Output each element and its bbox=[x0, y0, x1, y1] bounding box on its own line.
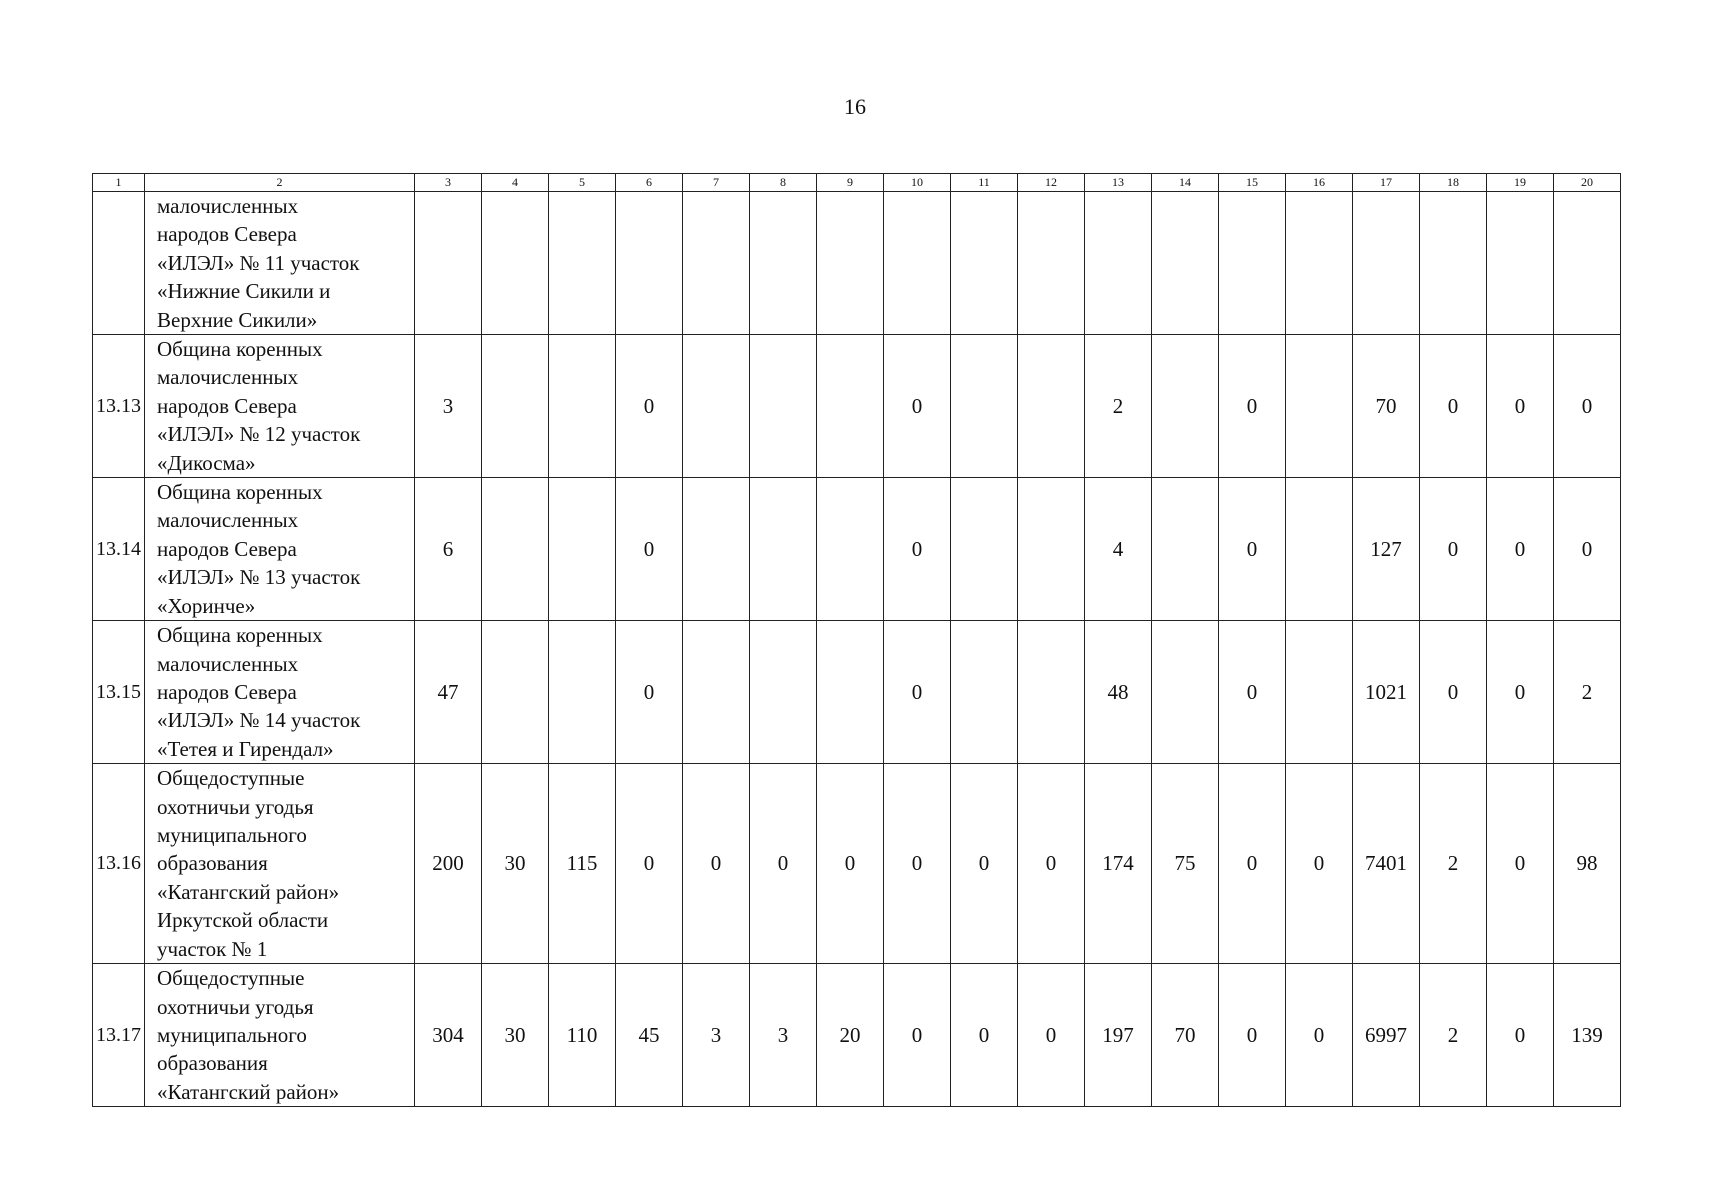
row-name-line: «Катангский район» bbox=[157, 879, 340, 904]
column-header-18: 18 bbox=[1420, 174, 1487, 192]
value-cell-col-12: 0 bbox=[1018, 964, 1085, 1107]
row-name-line: «ИЛЭЛ» № 13 участок bbox=[157, 565, 361, 590]
row-name-line: Верхние Сикили» bbox=[157, 307, 318, 332]
column-header-10: 10 bbox=[884, 174, 951, 192]
value-cell-col-10: 0 bbox=[884, 335, 951, 478]
value-cell-col-12 bbox=[1018, 478, 1085, 621]
value-cell-col-7 bbox=[683, 335, 750, 478]
column-header-15: 15 bbox=[1219, 174, 1286, 192]
row-name bbox=[145, 764, 415, 964]
value-cell-col-12: 0 bbox=[1018, 764, 1085, 964]
column-header-4: 4 bbox=[482, 174, 549, 192]
value-cell-col-16 bbox=[1286, 192, 1353, 335]
value-cell-col-11 bbox=[951, 192, 1018, 335]
table-row bbox=[93, 335, 1621, 478]
value-cell-col-12 bbox=[1018, 192, 1085, 335]
table-row bbox=[93, 621, 1621, 764]
value-cell-col-14 bbox=[1152, 621, 1219, 764]
value-cell-col-14 bbox=[1152, 335, 1219, 478]
value-cell-col-6: 0 bbox=[616, 764, 683, 964]
column-header-20: 20 bbox=[1554, 174, 1621, 192]
value-cell-col-20 bbox=[1554, 192, 1621, 335]
value-cell-col-8 bbox=[750, 192, 817, 335]
value-cell-col-12 bbox=[1018, 335, 1085, 478]
row-name-line: охотничьи угодья bbox=[157, 794, 314, 819]
row-name-line: «Дикосма» bbox=[157, 450, 256, 475]
column-header-6: 6 bbox=[616, 174, 683, 192]
row-number: 13.17 bbox=[93, 964, 145, 1107]
row-name-line: малочисленных bbox=[157, 651, 299, 676]
value-cell-col-17: 7401 bbox=[1353, 764, 1420, 964]
row-number: 13.16 bbox=[93, 764, 145, 964]
row-name-line: народов Севера bbox=[157, 222, 297, 247]
row-name-line: охотничьи угодья bbox=[157, 994, 314, 1019]
value-cell-col-7: 3 bbox=[683, 964, 750, 1107]
value-cell-col-10: 0 bbox=[884, 478, 951, 621]
value-cell-col-19: 0 bbox=[1487, 621, 1554, 764]
value-cell-col-18: 2 bbox=[1420, 964, 1487, 1107]
value-cell-col-12 bbox=[1018, 621, 1085, 764]
value-cell-col-4 bbox=[482, 478, 549, 621]
column-header-7: 7 bbox=[683, 174, 750, 192]
value-cell-col-7 bbox=[683, 478, 750, 621]
row-name-line: народов Севера bbox=[157, 679, 297, 704]
value-cell-col-9: 0 bbox=[817, 764, 884, 964]
value-cell-col-17: 6997 bbox=[1353, 964, 1420, 1107]
value-cell-col-9 bbox=[817, 621, 884, 764]
row-name-line: «ИЛЭЛ» № 12 участок bbox=[157, 422, 361, 447]
value-cell-col-15 bbox=[1219, 192, 1286, 335]
value-cell-col-9 bbox=[817, 478, 884, 621]
row-name bbox=[145, 335, 415, 478]
value-cell-col-3: 47 bbox=[415, 621, 482, 764]
value-cell-col-4 bbox=[482, 192, 549, 335]
value-cell-col-6: 0 bbox=[616, 335, 683, 478]
row-name-line: «ИЛЭЛ» № 11 участок bbox=[157, 250, 360, 275]
row-name-line: народов Севера bbox=[157, 393, 297, 418]
column-header-19: 19 bbox=[1487, 174, 1554, 192]
value-cell-col-8 bbox=[750, 335, 817, 478]
column-header-8: 8 bbox=[750, 174, 817, 192]
value-cell-col-8 bbox=[750, 478, 817, 621]
row-name-line: муниципального bbox=[157, 1022, 307, 1047]
row-name-line: Общедоступные bbox=[157, 966, 305, 991]
row-name-line: «ИЛЭЛ» № 14 участок bbox=[157, 708, 361, 733]
column-header-12: 12 bbox=[1018, 174, 1085, 192]
value-cell-col-17 bbox=[1353, 192, 1420, 335]
value-cell-col-14: 75 bbox=[1152, 764, 1219, 964]
value-cell-col-20: 0 bbox=[1554, 478, 1621, 621]
value-cell-col-13 bbox=[1085, 192, 1152, 335]
row-name-line: «Катангский район» bbox=[157, 1079, 340, 1104]
value-cell-col-11: 0 bbox=[951, 764, 1018, 964]
column-header-14: 14 bbox=[1152, 174, 1219, 192]
value-cell-col-6: 0 bbox=[616, 621, 683, 764]
value-cell-col-19: 0 bbox=[1487, 335, 1554, 478]
row-number: 13.15 bbox=[93, 621, 145, 764]
value-cell-col-17: 1021 bbox=[1353, 621, 1420, 764]
page-number: 16 bbox=[844, 94, 866, 119]
row-name bbox=[145, 192, 415, 335]
row-name-line: участок № 1 bbox=[157, 936, 268, 961]
value-cell-col-10: 0 bbox=[884, 621, 951, 764]
value-cell-col-18: 0 bbox=[1420, 621, 1487, 764]
value-cell-col-4 bbox=[482, 621, 549, 764]
value-cell-col-5 bbox=[549, 621, 616, 764]
value-cell-col-13: 2 bbox=[1085, 335, 1152, 478]
value-cell-col-20: 2 bbox=[1554, 621, 1621, 764]
table-row bbox=[93, 964, 1621, 1107]
row-name-line: Иркутской области bbox=[157, 908, 329, 933]
value-cell-col-18: 0 bbox=[1420, 478, 1487, 621]
value-cell-col-20: 98 bbox=[1554, 764, 1621, 964]
value-cell-col-14 bbox=[1152, 478, 1219, 621]
value-cell-col-14: 70 bbox=[1152, 964, 1219, 1107]
value-cell-col-16 bbox=[1286, 621, 1353, 764]
value-cell-col-13: 174 bbox=[1085, 764, 1152, 964]
value-cell-col-9: 20 bbox=[817, 964, 884, 1107]
value-cell-col-11 bbox=[951, 478, 1018, 621]
column-header-5: 5 bbox=[549, 174, 616, 192]
value-cell-col-19: 0 bbox=[1487, 764, 1554, 964]
value-cell-col-19: 0 bbox=[1487, 478, 1554, 621]
column-header-17: 17 bbox=[1353, 174, 1420, 192]
value-cell-col-3: 304 bbox=[415, 964, 482, 1107]
row-name bbox=[145, 621, 415, 764]
value-cell-col-6: 0 bbox=[616, 478, 683, 621]
value-cell-col-16 bbox=[1286, 478, 1353, 621]
value-cell-col-11 bbox=[951, 621, 1018, 764]
value-cell-col-17: 70 bbox=[1353, 335, 1420, 478]
table-row bbox=[93, 478, 1621, 621]
row-number: 13.13 bbox=[93, 335, 145, 478]
value-cell-col-17: 127 bbox=[1353, 478, 1420, 621]
value-cell-col-10: 0 bbox=[884, 764, 951, 964]
value-cell-col-15: 0 bbox=[1219, 621, 1286, 764]
value-cell-col-15: 0 bbox=[1219, 478, 1286, 621]
row-name-line: Община коренных bbox=[157, 337, 323, 362]
row-name-line: «Хоринче» bbox=[157, 593, 256, 618]
value-cell-col-9 bbox=[817, 335, 884, 478]
value-cell-col-3 bbox=[415, 192, 482, 335]
row-name-line: Община коренных bbox=[157, 623, 323, 648]
value-cell-col-19 bbox=[1487, 192, 1554, 335]
row-name-line: народов Севера bbox=[157, 536, 297, 561]
value-cell-col-6: 45 bbox=[616, 964, 683, 1107]
value-cell-col-11 bbox=[951, 335, 1018, 478]
value-cell-col-8: 3 bbox=[750, 964, 817, 1107]
column-header-9: 9 bbox=[817, 174, 884, 192]
value-cell-col-4 bbox=[482, 335, 549, 478]
value-cell-col-15: 0 bbox=[1219, 335, 1286, 478]
value-cell-col-20: 0 bbox=[1554, 335, 1621, 478]
value-cell-col-18: 0 bbox=[1420, 335, 1487, 478]
value-cell-col-7 bbox=[683, 621, 750, 764]
row-name-line: малочисленных bbox=[157, 508, 299, 533]
value-cell-col-19: 0 bbox=[1487, 964, 1554, 1107]
value-cell-col-5: 110 bbox=[549, 964, 616, 1107]
row-name-line: малочисленных bbox=[157, 365, 299, 390]
value-cell-col-5 bbox=[549, 192, 616, 335]
value-cell-col-13: 48 bbox=[1085, 621, 1152, 764]
value-cell-col-3: 3 bbox=[415, 335, 482, 478]
value-cell-col-11: 0 bbox=[951, 964, 1018, 1107]
value-cell-col-5 bbox=[549, 478, 616, 621]
value-cell-col-10: 0 bbox=[884, 964, 951, 1107]
table-row bbox=[93, 192, 1621, 335]
row-name bbox=[145, 964, 415, 1107]
row-name-line: «Тетея и Гирендал» bbox=[157, 736, 334, 761]
table-header-row bbox=[93, 174, 1621, 192]
column-header-2: 2 bbox=[145, 174, 415, 192]
row-name-line: муниципального bbox=[157, 822, 307, 847]
data-table bbox=[92, 173, 1621, 1107]
value-cell-col-9 bbox=[817, 192, 884, 335]
row-name bbox=[145, 478, 415, 621]
row-name-line: Общедоступные bbox=[157, 766, 305, 791]
value-cell-col-13: 4 bbox=[1085, 478, 1152, 621]
value-cell-col-10 bbox=[884, 192, 951, 335]
column-header-11: 11 bbox=[951, 174, 1018, 192]
value-cell-col-3: 200 bbox=[415, 764, 482, 964]
value-cell-col-18: 2 bbox=[1420, 764, 1487, 964]
value-cell-col-5: 115 bbox=[549, 764, 616, 964]
value-cell-col-8: 0 bbox=[750, 764, 817, 964]
value-cell-col-4: 30 bbox=[482, 764, 549, 964]
value-cell-col-13: 197 bbox=[1085, 964, 1152, 1107]
table-body bbox=[93, 192, 1621, 1107]
column-header-16: 16 bbox=[1286, 174, 1353, 192]
value-cell-col-16 bbox=[1286, 335, 1353, 478]
value-cell-col-16: 0 bbox=[1286, 964, 1353, 1107]
value-cell-col-7 bbox=[683, 192, 750, 335]
row-name-line: образования bbox=[157, 1051, 268, 1076]
table-row bbox=[93, 764, 1621, 964]
row-name-line: образования bbox=[157, 851, 268, 876]
column-header-3: 3 bbox=[415, 174, 482, 192]
row-name-line: «Нижние Сикили и bbox=[157, 279, 331, 304]
value-cell-col-15: 0 bbox=[1219, 764, 1286, 964]
column-header-1: 1 bbox=[93, 174, 145, 192]
value-cell-col-3: 6 bbox=[415, 478, 482, 621]
row-number: 13.14 bbox=[93, 478, 145, 621]
value-cell-col-5 bbox=[549, 335, 616, 478]
value-cell-col-20: 139 bbox=[1554, 964, 1621, 1107]
value-cell-col-8 bbox=[750, 621, 817, 764]
value-cell-col-14 bbox=[1152, 192, 1219, 335]
value-cell-col-4: 30 bbox=[482, 964, 549, 1107]
row-name-line: Община коренных bbox=[157, 480, 323, 505]
value-cell-col-16: 0 bbox=[1286, 764, 1353, 964]
row-name-line: малочисленных bbox=[157, 194, 299, 218]
value-cell-col-6 bbox=[616, 192, 683, 335]
column-header-13: 13 bbox=[1085, 174, 1152, 192]
row-number bbox=[93, 192, 145, 335]
value-cell-col-7: 0 bbox=[683, 764, 750, 964]
value-cell-col-18 bbox=[1420, 192, 1487, 335]
value-cell-col-15: 0 bbox=[1219, 964, 1286, 1107]
